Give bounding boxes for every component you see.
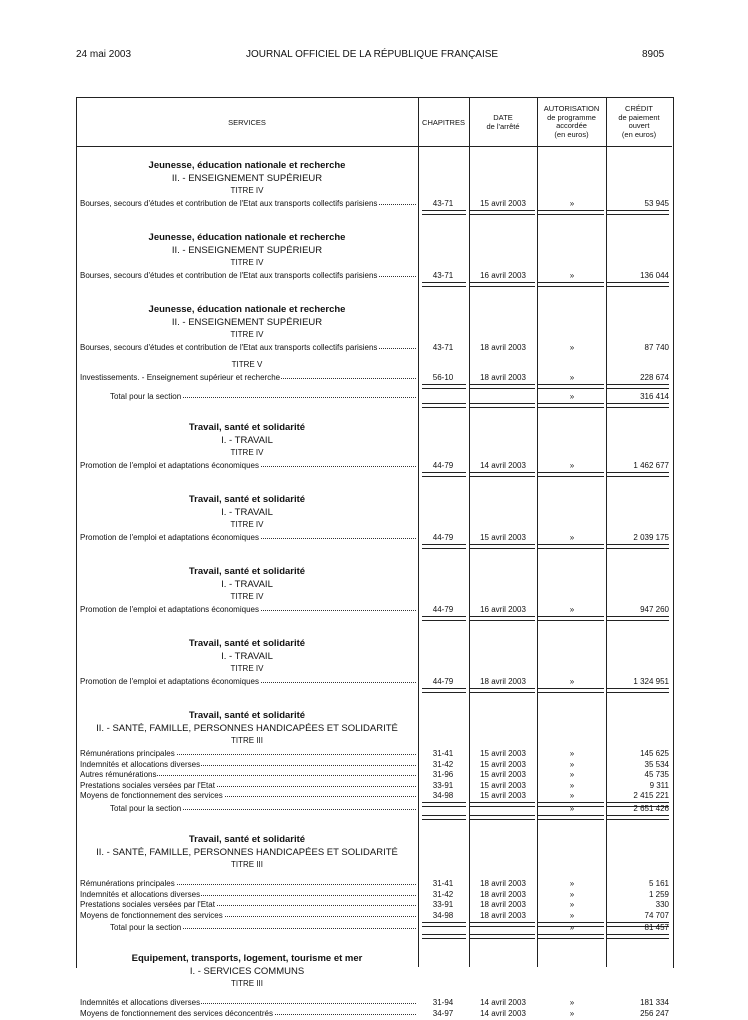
titre-heading — [76, 520, 672, 531]
row-label — [80, 900, 418, 909]
autorisation-cell: » — [569, 533, 575, 542]
autorisation-cell: » — [569, 392, 575, 401]
cell-double-rule — [422, 403, 466, 408]
row-label — [80, 890, 418, 899]
autorisation-cell: » — [569, 791, 575, 801]
ministry-title: Equipement, transports, logement, tourisme et mer — [131, 953, 363, 965]
titre-label: TITRE IV — [230, 330, 264, 339]
cell-double-rule — [422, 210, 466, 215]
table-row — [76, 271, 672, 282]
row-label — [80, 271, 418, 280]
chapitre-cell: 43-71 — [432, 199, 454, 208]
row-label — [80, 791, 418, 800]
titre-heading — [76, 360, 672, 371]
autorisation-cell: » — [569, 461, 575, 470]
credit-cell: 5 161 — [648, 879, 669, 888]
table-row — [76, 199, 672, 210]
row-label-text: Bourses, secours d'études et contribution de l'Etat aux transports collectifs parisiens — [80, 199, 378, 208]
table-row — [76, 879, 672, 890]
autorisation-cell: » — [569, 749, 575, 758]
cell-double-rule — [607, 403, 669, 408]
cell-double-rule — [607, 384, 669, 389]
autorisation-cell: » — [569, 998, 575, 1008]
titre-heading — [76, 186, 672, 197]
autorisation-cell: » — [569, 780, 575, 790]
row-label — [80, 998, 418, 1007]
ministry-heading — [76, 422, 672, 433]
cell-double-rule — [607, 616, 669, 621]
credit-cell: 1 259 — [648, 889, 669, 899]
chapitre-cell: 43-71 — [432, 343, 454, 352]
cell-double-rule — [422, 616, 466, 621]
titre-heading — [76, 448, 672, 459]
chapitre-cell: 34-98 — [432, 791, 454, 801]
chapitre-cell: 31-41 — [432, 879, 454, 888]
cell-double-rule — [469, 384, 535, 389]
cell-double-rule — [607, 688, 669, 693]
row-label-text: Autres rémunérations — [80, 770, 157, 780]
autorisation-cell: » — [569, 759, 575, 769]
cell-double-rule — [538, 934, 604, 939]
titre-heading — [76, 979, 672, 990]
section-title: I. - TRAVAIL — [221, 651, 273, 662]
row-label — [80, 911, 418, 920]
date-cell: 15 avril 2003 — [480, 749, 526, 758]
chapitre-cell: 31-42 — [432, 889, 454, 899]
section-heading — [76, 847, 672, 858]
autorisation-cell: » — [569, 770, 575, 780]
row-label — [80, 781, 418, 790]
row-label-text: Moyens de fonctionnement des services déconcentrés — [80, 1009, 273, 1018]
autorisation-cell: » — [569, 677, 575, 686]
autorisation-cell: » — [569, 199, 575, 208]
credit-cell: 1 462 677 — [633, 461, 669, 470]
cell-double-rule — [469, 403, 535, 408]
credit-cell: 87 740 — [644, 343, 669, 352]
section-heading — [76, 435, 672, 446]
cell-double-rule — [607, 815, 669, 820]
credit-cell: 316 414 — [640, 392, 669, 401]
date-cell: 18 avril 2003 — [480, 373, 526, 382]
credit-cell: 53 945 — [644, 199, 669, 208]
row-label — [110, 392, 418, 401]
titre-heading — [76, 330, 672, 341]
date-cell: 16 avril 2003 — [480, 271, 526, 280]
cell-double-rule — [422, 472, 466, 477]
titre-label: TITRE IV — [230, 186, 264, 195]
col-header-autorisation: AUTORISATION de programme accordée (en euros) — [543, 104, 600, 139]
row-label — [80, 199, 418, 208]
autorisation-cell: » — [569, 1009, 575, 1018]
autorisation-cell: » — [569, 923, 575, 933]
section-title: II. - SANTÉ, FAMILLE, PERSONNES HANDICAPÉES ET SOLIDARITÉ — [96, 723, 398, 734]
col-header-services: SERVICES — [228, 118, 266, 127]
chapitre-cell: 44-79 — [432, 605, 454, 614]
ministry-title: Travail, santé et solidarité — [188, 638, 306, 649]
cell-double-rule — [538, 282, 604, 287]
titre-label: TITRE III — [231, 736, 263, 745]
credit-cell: 181 334 — [640, 998, 669, 1008]
chapitre-cell: 34-98 — [432, 910, 454, 920]
cell-double-rule — [469, 934, 535, 939]
table-row — [76, 373, 672, 384]
chapitre-cell: 33-91 — [432, 780, 454, 790]
cell-double-rule — [469, 472, 535, 477]
date-cell: 18 avril 2003 — [480, 879, 526, 888]
section-heading — [76, 173, 672, 184]
titre-heading — [76, 664, 672, 675]
row-label-text: Total pour la section — [110, 392, 182, 401]
section-title: I. - SERVICES COMMUNS — [189, 966, 305, 978]
chapitre-cell: 43-71 — [432, 271, 454, 280]
ministry-heading — [76, 232, 672, 243]
section-title: I. - TRAVAIL — [221, 579, 273, 590]
section-heading — [76, 966, 672, 977]
row-label-text: Investissements. - Enseignement supérieur et recherche — [80, 373, 281, 382]
cell-double-rule — [469, 282, 535, 287]
row-label-text: Indemnités et allocations diverses — [80, 998, 201, 1008]
row-label-text: Promotion de l'emploi et adaptations économiques — [80, 533, 259, 542]
date-cell: 14 avril 2003 — [480, 1009, 526, 1018]
titre-label: TITRE IV — [230, 592, 264, 601]
row-label-text: Prestations sociales versées par l'Etat — [80, 780, 215, 790]
titre-heading — [76, 258, 672, 269]
autorisation-cell: » — [569, 910, 575, 920]
row-label-text: Rémunérations principales — [80, 879, 175, 888]
credit-cell: 2 415 221 — [633, 791, 669, 801]
row-label-text: Prestations sociales versées par l'Etat — [80, 900, 215, 910]
credit-cell: 74 707 — [644, 910, 669, 920]
section-heading — [76, 651, 672, 662]
ministry-title: Jeunesse, éducation nationale et recherche — [148, 160, 346, 171]
row-label-text: Rémunérations principales — [80, 749, 175, 758]
table-row — [76, 1009, 672, 1020]
section-title: II. - ENSEIGNEMENT SUPÉRIEUR — [171, 173, 323, 184]
cell-double-rule — [607, 544, 669, 549]
credit-cell: 2 039 175 — [633, 533, 669, 542]
cell-double-rule — [538, 210, 604, 215]
date-cell: 18 avril 2003 — [480, 889, 526, 899]
cell-double-rule — [422, 815, 466, 820]
credit-cell: 228 674 — [640, 373, 669, 382]
titre-label: TITRE III — [231, 979, 263, 989]
ministry-heading — [76, 160, 672, 171]
row-label — [80, 677, 418, 686]
cell-double-rule — [538, 403, 604, 408]
total-row — [76, 923, 672, 934]
ministry-heading — [76, 638, 672, 649]
ministry-title: Jeunesse, éducation nationale et recherche — [148, 232, 346, 243]
autorisation-cell: » — [569, 889, 575, 899]
row-label-text: Moyens de fonctionnement des services — [80, 910, 223, 920]
date-cell: 18 avril 2003 — [480, 910, 526, 920]
row-label — [80, 373, 418, 382]
date-cell: 18 avril 2003 — [480, 900, 526, 910]
titre-heading — [76, 736, 672, 747]
ministry-heading — [76, 953, 672, 964]
credit-cell: 2 651 426 — [633, 804, 669, 813]
row-label-text: Total pour la section — [110, 804, 182, 813]
header-title: JOURNAL OFFICIEL DE LA RÉPUBLIQUE FRANÇAISE — [246, 49, 499, 60]
credit-cell: 9 311 — [649, 780, 669, 790]
autorisation-cell: » — [569, 804, 575, 813]
autorisation-cell: » — [569, 605, 575, 614]
cell-double-rule — [538, 815, 604, 820]
row-label-text: Promotion de l'emploi et adaptations économiques — [80, 677, 259, 686]
cell-double-rule — [607, 934, 669, 939]
chapitre-cell: 31-41 — [432, 749, 454, 758]
titre-heading — [76, 860, 672, 871]
col-header-date: DATE de l'arrêté — [486, 113, 520, 131]
section-heading — [76, 317, 672, 328]
row-label-text: Indemnités et allocations diverses — [80, 889, 201, 899]
table-row — [76, 791, 672, 802]
date-cell: 18 avril 2003 — [480, 677, 526, 686]
section-title: II. - ENSEIGNEMENT SUPÉRIEUR — [171, 245, 323, 256]
titre-label: TITRE IV — [230, 258, 264, 267]
credit-cell: 45 735 — [644, 770, 669, 780]
cell-double-rule — [469, 688, 535, 693]
col-header-credit: CRÉDIT de paiement ouvert (en euros) — [618, 104, 660, 139]
ministry-title: Travail, santé et solidarité — [188, 834, 306, 845]
total-row — [76, 392, 672, 403]
row-label — [80, 760, 418, 769]
section-title: II. - SANTÉ, FAMILLE, PERSONNES HANDICAPÉES ET SOLIDARITÉ — [96, 847, 398, 858]
cell-double-rule — [469, 210, 535, 215]
autorisation-cell: » — [569, 271, 575, 280]
chapitre-cell: 31-42 — [432, 759, 454, 769]
cell-double-rule — [538, 616, 604, 621]
row-label-text: Promotion de l'emploi et adaptations économiques — [80, 461, 259, 470]
section-title: I. - TRAVAIL — [221, 507, 273, 518]
section-title: I. - TRAVAIL — [221, 435, 273, 446]
chapitre-cell: 44-79 — [432, 533, 454, 542]
row-label — [80, 533, 418, 542]
autorisation-cell: » — [569, 373, 575, 382]
credit-cell: 145 625 — [640, 749, 669, 758]
row-label — [110, 804, 418, 813]
chapitre-cell: 44-79 — [432, 461, 454, 470]
credit-cell: 256 247 — [640, 1009, 669, 1018]
header-page-number: 8905 — [642, 49, 665, 60]
date-cell: 15 avril 2003 — [480, 533, 526, 542]
ministry-heading — [76, 494, 672, 505]
chapitre-cell: 56-10 — [432, 373, 454, 382]
date-cell: 15 avril 2003 — [480, 199, 526, 208]
row-label — [110, 923, 418, 932]
row-label-text: Total pour la section — [110, 923, 182, 933]
cell-double-rule — [607, 210, 669, 215]
chapitre-cell: 44-79 — [432, 677, 454, 686]
row-label-text: Bourses, secours d'études et contribution de l'Etat aux transports collectifs parisiens — [80, 343, 378, 352]
chapitre-cell: 31-96 — [432, 770, 454, 780]
cell-double-rule — [422, 282, 466, 287]
cell-double-rule — [469, 544, 535, 549]
ministry-title: Travail, santé et solidarité — [188, 710, 306, 721]
section-heading — [76, 245, 672, 256]
date-cell: 18 avril 2003 — [480, 343, 526, 352]
table-row — [76, 760, 672, 771]
titre-heading — [76, 592, 672, 603]
table-row — [76, 461, 672, 472]
row-label-text: Moyens de fonctionnement des services — [80, 791, 223, 801]
table-row — [76, 343, 672, 354]
date-cell: 15 avril 2003 — [480, 770, 526, 780]
credit-cell: 35 534 — [644, 759, 669, 769]
row-label — [80, 605, 418, 614]
header-rule — [76, 146, 672, 147]
ministry-heading — [76, 834, 672, 845]
ministry-heading — [76, 566, 672, 577]
cell-double-rule — [538, 544, 604, 549]
chapitre-cell: 31-94 — [432, 998, 454, 1008]
table-row — [76, 677, 672, 688]
header-date: 24 mai 2003 — [76, 49, 132, 60]
ministry-title: Travail, santé et solidarité — [188, 494, 306, 505]
date-cell: 15 avril 2003 — [480, 780, 526, 790]
cell-double-rule — [469, 616, 535, 621]
col-header-chapitres: CHAPITRES — [422, 118, 465, 127]
section-heading — [76, 507, 672, 518]
ministry-title: Travail, santé et solidarité — [188, 566, 306, 577]
cell-double-rule — [469, 815, 535, 820]
section-title: II. - ENSEIGNEMENT SUPÉRIEUR — [171, 317, 323, 328]
date-cell: 14 avril 2003 — [480, 461, 526, 470]
cell-double-rule — [538, 688, 604, 693]
autorisation-cell: » — [569, 879, 575, 888]
table-row — [76, 911, 672, 922]
table-row — [76, 890, 672, 901]
ministry-heading — [76, 304, 672, 315]
row-label — [80, 1009, 418, 1018]
table-row — [76, 998, 672, 1009]
date-cell: 14 avril 2003 — [480, 998, 526, 1008]
table-row — [76, 781, 672, 792]
table-row — [76, 900, 672, 911]
ministry-title: Travail, santé et solidarité — [188, 422, 306, 433]
credit-cell: 1 324 951 — [633, 677, 669, 686]
cell-double-rule — [607, 282, 669, 287]
cell-double-rule — [422, 934, 466, 939]
row-label — [80, 343, 418, 352]
titre-label: TITRE IV — [230, 520, 264, 529]
cell-double-rule — [422, 384, 466, 389]
titre-label: TITRE V — [231, 360, 263, 369]
titre-label: TITRE IV — [230, 448, 264, 457]
autorisation-cell: » — [569, 900, 575, 910]
autorisation-cell: » — [569, 343, 575, 352]
cell-double-rule — [538, 384, 604, 389]
table-row — [76, 749, 672, 760]
row-label-text: Indemnités et allocations diverses — [80, 759, 201, 769]
cell-double-rule — [538, 472, 604, 477]
row-label — [80, 770, 418, 779]
cell-double-rule — [422, 544, 466, 549]
section-heading — [76, 579, 672, 590]
date-cell: 16 avril 2003 — [480, 605, 526, 614]
table-row — [76, 770, 672, 781]
row-label-text: Promotion de l'emploi et adaptations économiques — [80, 605, 259, 614]
credit-cell: 81 457 — [644, 923, 669, 933]
cell-double-rule — [607, 472, 669, 477]
table-row — [76, 533, 672, 544]
total-row — [76, 804, 672, 815]
section-heading — [76, 723, 672, 734]
date-cell: 15 avril 2003 — [480, 791, 526, 801]
titre-label: TITRE III — [231, 860, 263, 869]
row-label — [80, 879, 418, 888]
row-label — [80, 749, 418, 758]
credit-cell: 330 — [655, 900, 669, 910]
ministry-title: Jeunesse, éducation nationale et recherche — [148, 304, 346, 315]
chapitre-cell: 33-91 — [432, 900, 454, 910]
table-row — [76, 605, 672, 616]
titre-label: TITRE IV — [230, 664, 264, 673]
row-label-text: Bourses, secours d'études et contribution de l'Etat aux transports collectifs parisiens — [80, 271, 378, 280]
ministry-heading — [76, 710, 672, 721]
credit-cell: 136 044 — [640, 271, 669, 280]
credit-cell: 947 260 — [640, 605, 669, 614]
chapitre-cell: 34-97 — [432, 1009, 454, 1018]
row-label — [80, 461, 418, 470]
cell-double-rule — [422, 688, 466, 693]
date-cell: 15 avril 2003 — [480, 759, 526, 769]
